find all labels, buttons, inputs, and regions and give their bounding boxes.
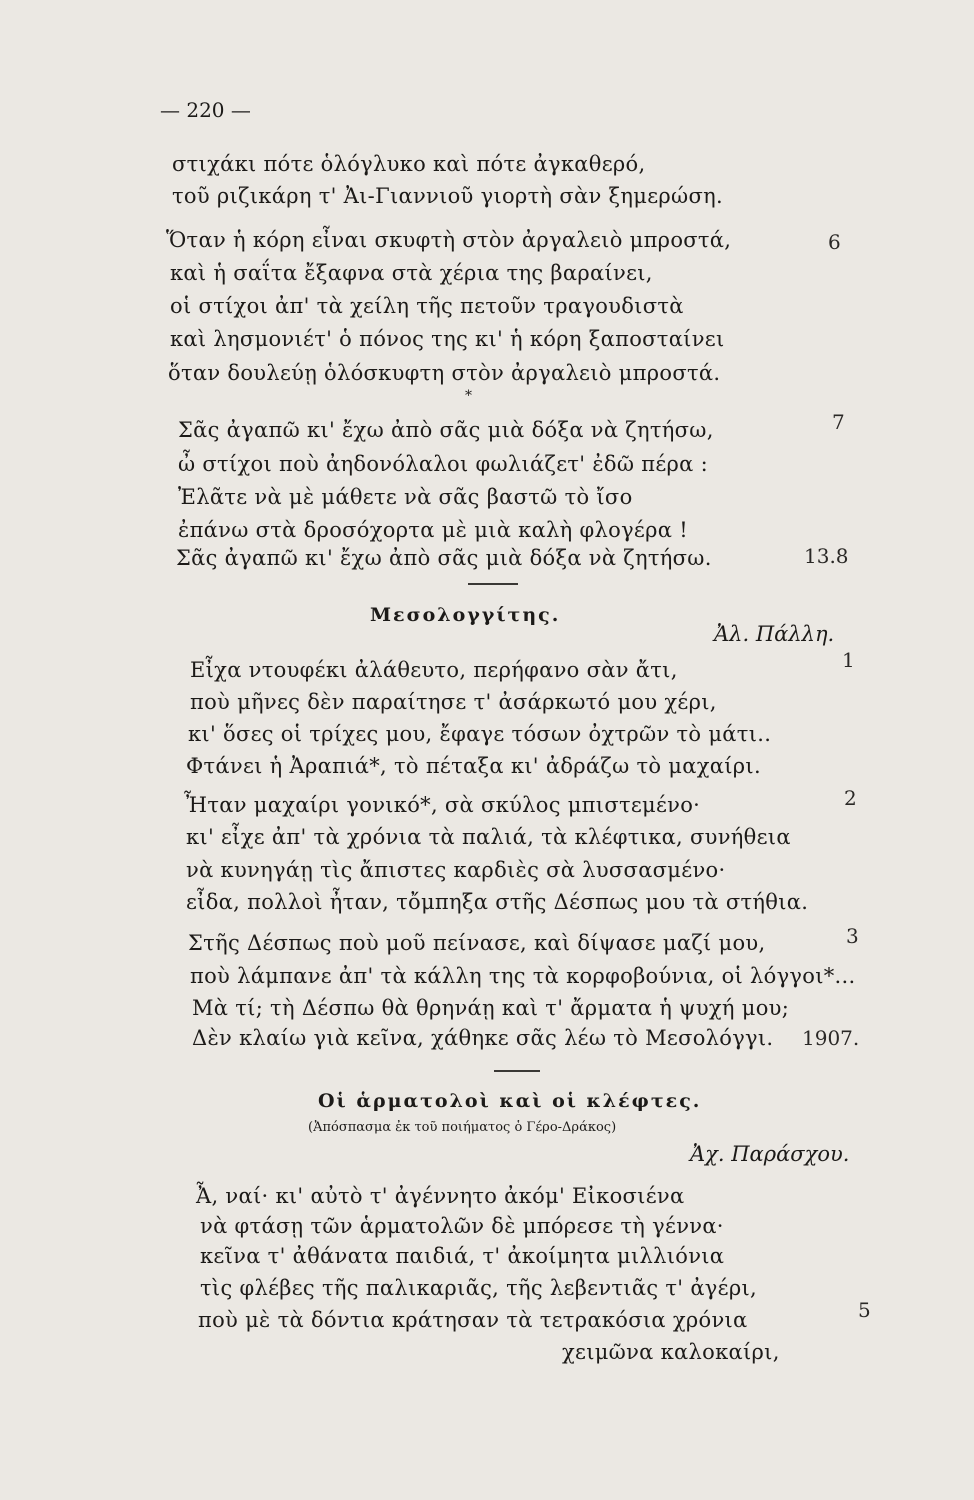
poem-line: Ὅταν ἡ κόρη εἶναι σκυφτὴ στὸν ἀργαλειὸ μπροστά, [166, 228, 732, 252]
stanza-number: 3 [846, 924, 859, 948]
poem-line: Ἦταν μαχαίρι γονικό*, σὰ σκύλος μπιστεμένο· [184, 793, 701, 817]
poem-line: Σᾶς ἀγαπῶ κι' ἔχω ἀπὸ σᾶς μιὰ δόξα νὰ ζητήσω, [178, 418, 714, 442]
separator-rule [494, 1070, 540, 1072]
poem-line: κεῖνα τ' ἀθάνατα παιδιά, τ' ἀκοίμητα μιλλιόνια [200, 1244, 725, 1268]
poem-line: καὶ λησμονιέτ' ὁ πόνος της κι' ἡ κόρη ξαποσταίνει [170, 327, 725, 351]
poem-line: ποὺ λάμπανε ἀπ' τὰ κάλλη της τὰ κορφοβούνια, οἱ λόγγοι*... [190, 964, 856, 988]
poem-line: νὰ κυνηγάῃ τὶς ἄπιστες καρδιὲς σὰ λυσσασμένο· [186, 858, 726, 882]
stanza-number: 1 [842, 648, 855, 672]
poem-line: ποὺ μὲ τὰ δόντια κράτησαν τὰ τετρακόσια χρόνια [198, 1308, 748, 1332]
poem-title: Οἱ ἁρματολοὶ καὶ οἱ κλέφτες. [318, 1090, 702, 1112]
poem-line: τὶς φλέβες τῆς παλικαριᾶς, τῆς λεβεντιᾶς τ' ἀγέρι, [200, 1276, 757, 1300]
date: 1907. [802, 1026, 860, 1050]
poem-line: Δὲν κλαίω γιὰ κεῖνα, χάθηκε σᾶς λέω τὸ Μεσολόγγι. [192, 1026, 774, 1050]
poem-line: Εἶχα ντουφέκι ἀλάθευτο, περήφανο σὰν ἄτι, [190, 658, 678, 682]
stanza-number: 7 [832, 410, 845, 434]
poem-line: ὦ στίχοι ποὺ ἀηδονόλαλοι φωλιάζετ' ἐδῶ πέρα : [178, 452, 709, 476]
page-number: — 220 — [160, 98, 251, 122]
poem-line: τοῦ ριζικάρη τ' Ἀι-Γιαννιοῦ γιορτὴ σὰν ξημερώση. [172, 184, 723, 208]
poem-line: Μὰ τί; τὴ Δέσπω θὰ θρηνάῃ καὶ τ' ἄρματα ἡ ψυχή μου; [192, 996, 790, 1020]
poem-line: Ἆ, ναί· κι' αὐτὸ τ' ἀγέννητο ἀκόμ' Εἰκοσιένα [196, 1184, 685, 1208]
poem-line: στιχάκι πότε ὁλόγλυκο καὶ πότε ἀγκαθερό, [172, 152, 646, 176]
poem-line: εἶδα, πολλοὶ ἦταν, τὄμπηξα στῆς Δέσπως μου τὰ στήθια. [186, 890, 809, 914]
date: 13.8 [804, 544, 849, 568]
poem-line: οἱ στίχοι ἀπ' τὰ χείλη τῆς πετοῦν τραγουδιστὰ [170, 294, 684, 318]
poem-line: Ἐλᾶτε νὰ μὲ μάθετε νὰ σᾶς βαστῶ τὸ ἴσο [178, 485, 633, 509]
line-number: 5 [858, 1298, 871, 1322]
poem-subtitle: (Ἀπόσπασμα ἐκ τοῦ ποιήματος ὁ Γέρο-Δράκος) [308, 1120, 617, 1135]
poem-line: Στῆς Δέσπως ποὺ μοῦ πείνασε, καὶ δίψασε μαζί μου, [188, 931, 766, 955]
stanza-number: 2 [844, 786, 857, 810]
poem-line: χειμῶνα καλοκαίρι, [562, 1340, 780, 1364]
poem-line: ἐπάνω στὰ δροσόχορτα μὲ μιὰ καλὴ φλογέρα ! [178, 518, 688, 542]
poem-line: ὅταν δουλεύῃ ὁλόσκυφτη στὸν ἀργαλειὸ μπροστά. [168, 361, 721, 385]
poem-line: νὰ φτάσῃ τῶν ἁρματολῶν δὲ μπόρεσε τὴ γέννα· [200, 1214, 724, 1238]
poem-title: Μεσολογγίτης. [370, 604, 561, 626]
poem-line: Φτάνει ἡ Ἀραπιά*, τὸ πέταξα κι' ἀδράζω τὸ μαχαίρι. [186, 754, 761, 778]
poem-line: Σᾶς ἀγαπῶ κι' ἔχω ἀπὸ σᾶς μιὰ δόξα νὰ ζητήσω. [176, 546, 712, 570]
poem-author: Ἀλ. Πάλλη. [714, 622, 835, 646]
poem-line: ποὺ μῆνες δὲν παραίτησε τ' ἀσάρκωτό μου χέρι, [190, 690, 717, 714]
poem-line: κι' εἶχε ἀπ' τὰ χρόνια τὰ παλιά, τὰ κλέφτικα, συνήθεια [186, 825, 791, 849]
stanza-number: 6 [828, 230, 841, 254]
poem-line: καὶ ἡ σαΐτα ἔξαφνα στὰ χέρια της βαραίνει, [170, 261, 653, 285]
poem-author: Ἀχ. Παράσχου. [690, 1142, 850, 1166]
poem-line: κι' ὅσες οἱ τρίχες μου, ἔφαγε τόσων ὀχτρῶν τὸ μάτι.. [188, 722, 772, 746]
asterism: * [465, 388, 472, 404]
separator-rule [468, 583, 518, 585]
